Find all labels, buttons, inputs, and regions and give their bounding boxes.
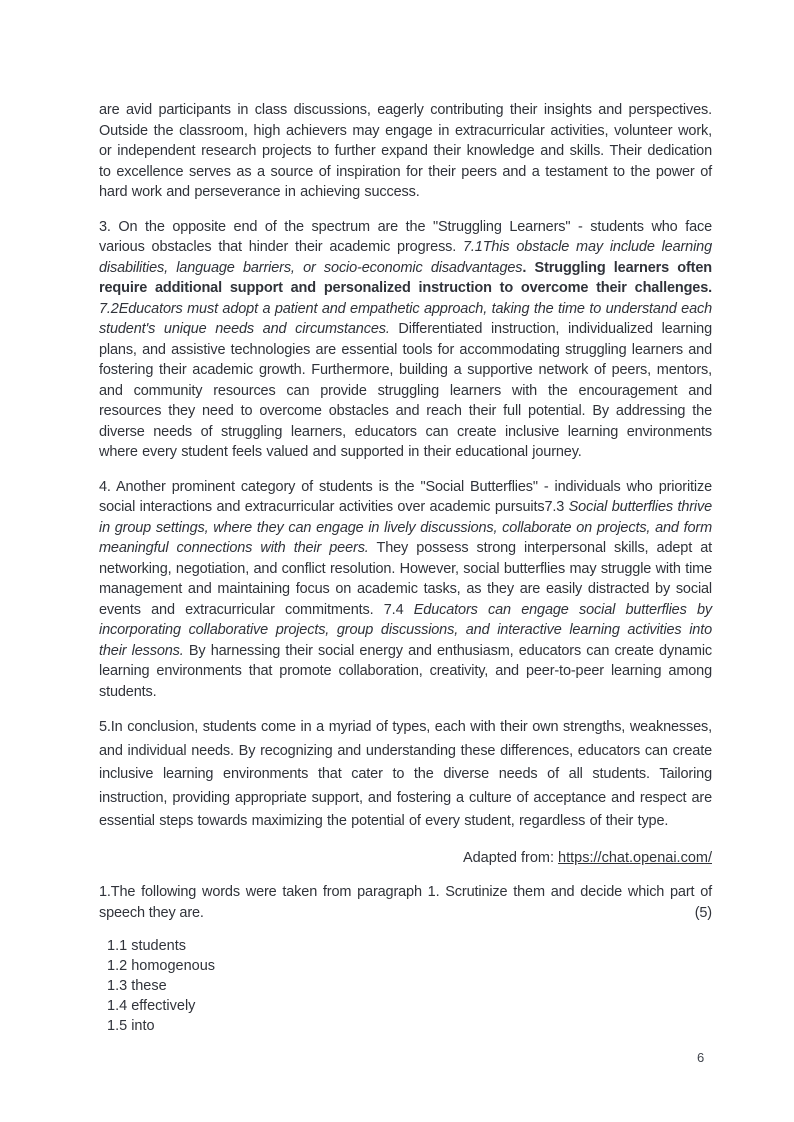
text-run: are avid participants in class discussions, eagerly contributing their insights and perspectives. Outside the classroom, high achievers may engage in extracurricular activities, volunteer work, or independent research projects to further expand their knowledge and skills. Their dedication to excellence serves as a source of inspiration for their peers and a testament to the power of hard work and perseverance in achieving success. [99,102,712,200]
paragraph-social-butterflies [99,477,712,703]
text-run: 7.1This obstacle may include learning disabilities, language barriers, or socio-economic disadvantages [99,239,712,276]
question-1 [99,882,712,924]
item-number: 1.4 [107,998,128,1014]
paragraph-struggling-learners [99,217,712,463]
text-run: 4. Another prominent category of students is the "Social Butterflies" - individuals who prioritize social interactions and extracurricular activities over academic pursuits7.3 [99,478,712,515]
item-word: effectively [131,998,196,1014]
item-number: 1.3 [107,978,128,994]
text-run: Differentiated instruction, individualized learning plans, and assistive technologies are essential tools for accommodating struggling learners and fostering their academic growth. Furthermore, building a supportive network of peers, mentors, and community resources can provide struggling learners with the encouragement and resources they need to overcome obstacles and reach their full potential. By addressing the diverse needs of struggling learners, educators can create inclusive learning environments where every student feels valued and supported in their educational journey. [99,321,713,460]
source-label: Adapted from: [462,849,559,866]
item-word: into [131,1018,155,1034]
question-1-text: 1.The following words were taken from paragraph 1. Scrutinize them and decide which part of speech they are. [99,884,712,921]
word-list-item [107,976,712,996]
text-run: They possess strong interpersonal skills, adept at networking, negotiation, and conflict resolution. However, social butterflies may struggle with time management and maintaining focus on academic tasks, as they are easily distracted by social events and extracurricular commitments. 7.4 [99,540,712,618]
item-number: 1.1 [107,938,128,954]
text-run: . Struggling learners often require additional support and personalized instruction to overcome their challenges. [99,259,712,296]
text-run: 3. On the opposite end of the spectrum are the "Struggling Learners" - students who face various obstacles that hinder their academic progress. [99,218,712,255]
word-list [99,936,712,1036]
item-number: 1.5 [107,1018,128,1034]
paragraph-conclusion [99,716,712,834]
word-list-item [107,1016,712,1036]
text-column [99,100,712,1036]
text-run: Educators can engage social butterflies by incorporating collaborative projects, group discussions, and interactive learning activities into their lessons. [99,601,712,659]
source-link[interactable]: https://chat.openai.com/ [558,849,712,866]
word-list-item [107,936,712,956]
paragraph-high-achievers [99,100,712,203]
page-number: 6 [697,1050,705,1065]
text-run: Social butterflies thrive in group settings, where they can engage in lively discussions, collaborate on projects, and form meaningful connections with their peers. [99,499,713,556]
text-run: 5.In conclusion, students come in a myriad of types, each with their own strengths, weaknesses, and individual needs. By recognizing and understanding these differences, educators can create inclusive learning environments that cater to the diverse needs of all students. Tailoring instruction, providing appropriate support, and fostering a culture of acceptance and respect are essential steps towards maximizing the potential of every student, regardless of their type. [99,719,712,829]
question-marks: (5) [694,905,712,921]
text-run: By harnessing their social energy and enthusiasm, educators can create dynamic learning environments that promote collaboration, creativity, and peer-to-peer learning among students. [99,642,712,700]
source-attribution [99,848,712,869]
item-word: students [131,938,187,954]
item-number: 1.2 [107,958,128,974]
text-run: 7.2Educators must adopt a patient and empathetic approach, taking the time to understand each student's unique needs and circumstances. [99,300,712,337]
item-word: homogenous [131,958,216,974]
item-word: these [131,978,167,994]
word-list-item [107,996,712,1016]
word-list-item [107,956,712,976]
